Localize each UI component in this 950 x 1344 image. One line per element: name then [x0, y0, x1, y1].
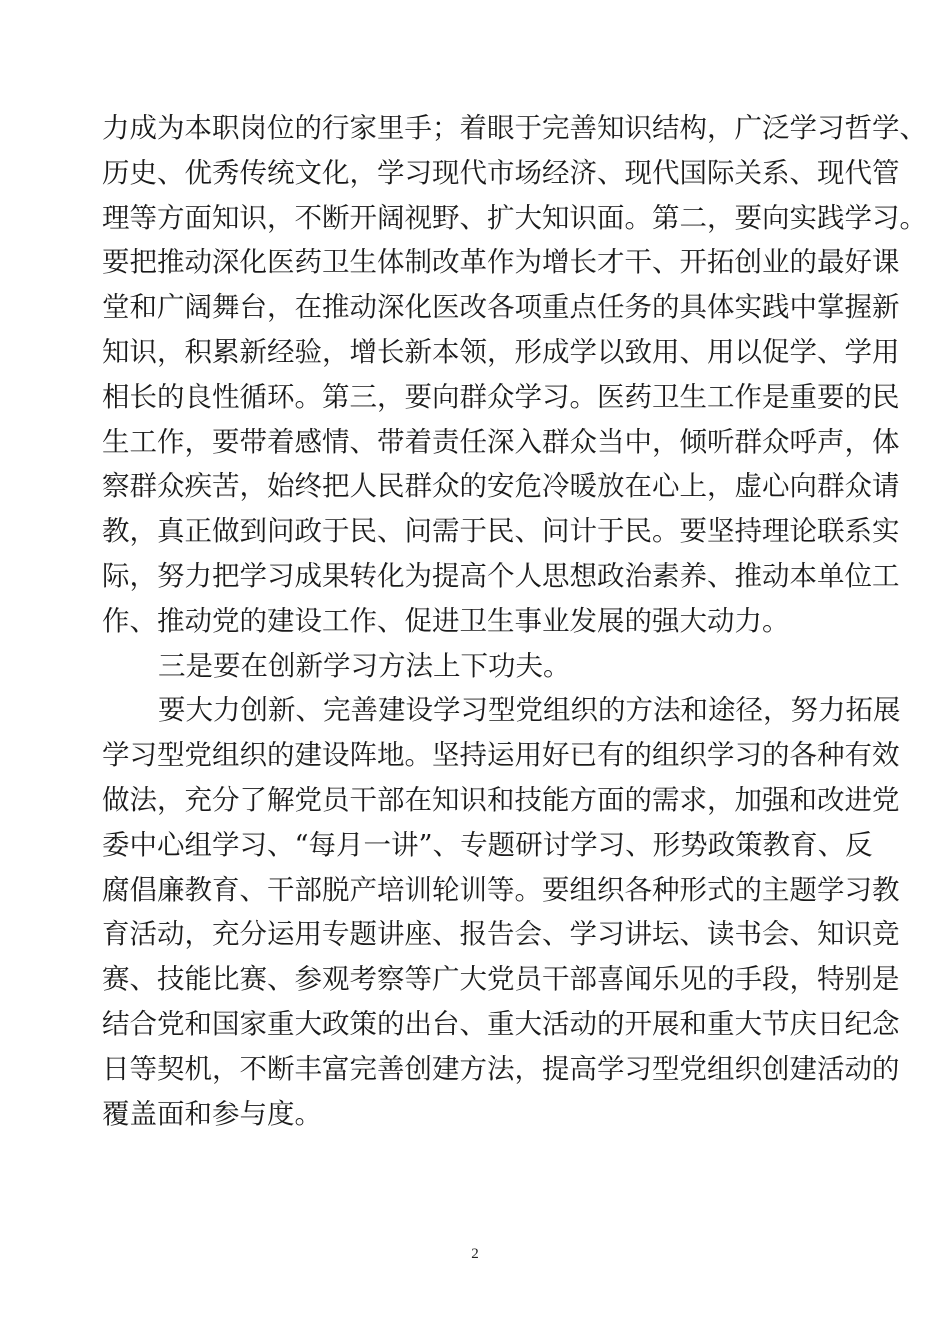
- section-heading: 三是要在创新学习方法上下功夫。: [158, 649, 571, 682]
- body-text: [102, 106, 927, 1136]
- text-line: 要把推动深化医药卫生体制改革作为增长才干、开拓创业的最好课: [102, 246, 900, 279]
- text-line: 相长的良性循环。第三，要向群众学习。医药卫生工作是重要的民: [102, 380, 900, 413]
- text-line: 做法，充分了解党员干部在知识和技能方面的需求，加强和改进党: [102, 783, 900, 816]
- text-line: 历史、优秀传统文化，学习现代市场经济、现代国际关系、现代管: [102, 156, 900, 189]
- text-line: 理等方面知识，不断开阔视野、扩大知识面。第二，要向实践学习。: [102, 201, 927, 234]
- text-line: 结合党和国家重大政策的出台、重大活动的开展和重大节庆日纪念: [102, 1007, 900, 1040]
- text-line: 作、推动党的建设工作、促进卫生事业发展的强大动力。: [102, 604, 790, 637]
- text-line: 知识，积累新经验，增长新本领，形成学以致用、用以促学、学用: [102, 335, 900, 368]
- text-line: 委中心组学习、“每月一讲”、专题研讨学习、形势政策教育、反: [102, 828, 873, 861]
- text-line: 日等契机，不断丰富完善创建方法，提高学习型党组织创建活动的: [102, 1052, 900, 1085]
- text-line: 察群众疾苦，始终把人民群众的安危冷暖放在心上，虚心向群众请: [102, 470, 900, 503]
- text-line: 教，真正做到问政于民、问需于民、问计于民。要坚持理论联系实: [102, 515, 900, 548]
- text-line: 腐倡廉教育、干部脱产培训轮训等。要组织各种形式的主题学习教: [102, 873, 900, 906]
- text-line: 堂和广阔舞台，在推动深化医改各项重点任务的具体实践中掌握新: [102, 291, 900, 324]
- text-line: 覆盖面和参与度。: [102, 1097, 322, 1130]
- page-number: 2: [471, 1246, 479, 1262]
- text-line: 赛、技能比赛、参观考察等广大党员干部喜闻乐见的手段，特别是: [102, 963, 900, 996]
- text-line: 要大力创新、完善建设学习型党组织的方法和途径，努力拓展: [158, 694, 901, 727]
- text-line: 力成为本职岗位的行家里手；着眼于完善知识结构，广泛学习哲学、: [102, 112, 927, 144]
- text-line: 育活动，充分运用专题讲座、报告会、学习讲坛、读书会、知识竞: [102, 918, 900, 951]
- text-line: 际，努力把学习成果转化为提高个人思想政治素养、推动本单位工: [102, 559, 900, 592]
- text-line: 学习型党组织的建设阵地。坚持运用好已有的组织学习的各种有效: [102, 739, 900, 772]
- text-line: 生工作，要带着感情、带着责任深入群众当中，倾听群众呼声，体: [102, 425, 900, 458]
